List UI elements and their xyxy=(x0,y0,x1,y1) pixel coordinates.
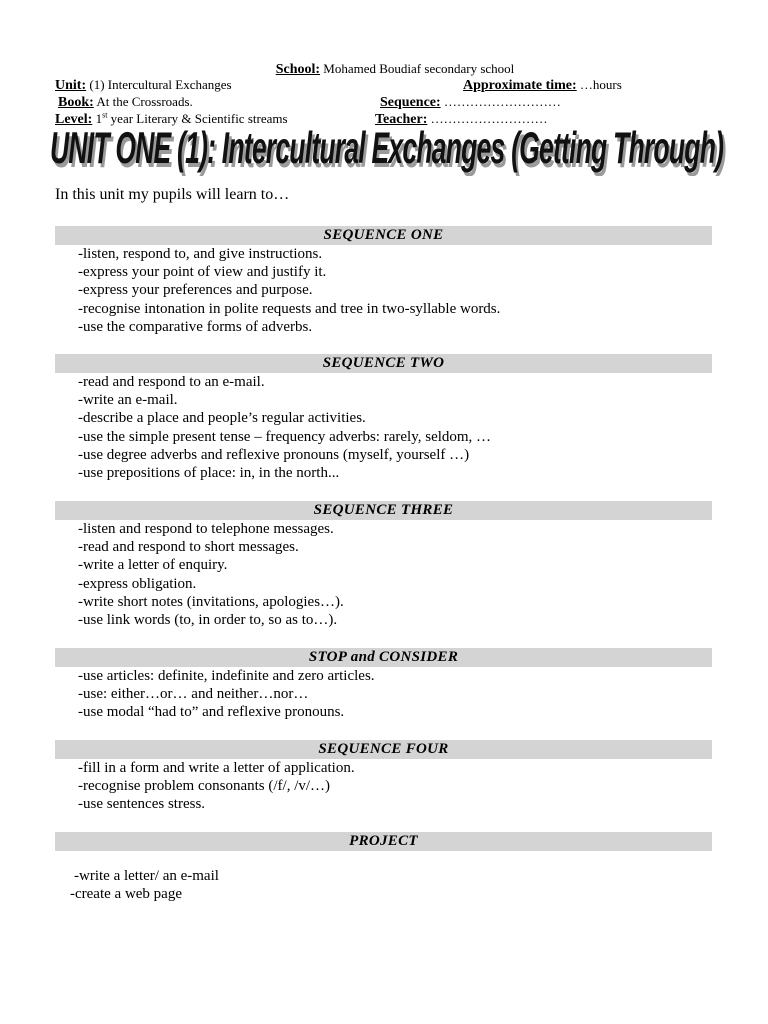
school-value: Mohamed Boudiaf secondary school xyxy=(323,61,515,76)
book-value: At the Crossroads. xyxy=(96,94,193,109)
unit-title-banner xyxy=(50,124,730,176)
objective-list xyxy=(55,667,712,722)
section-sequence-three xyxy=(55,501,712,629)
list-item: -write a letter of enquiry. xyxy=(78,557,228,574)
level-label: Level: xyxy=(55,112,93,127)
section-heading: PROJECT xyxy=(55,832,712,851)
objective-list xyxy=(55,245,712,336)
unit-label: Unit: xyxy=(55,78,87,93)
list-item: -use sentences stress. xyxy=(78,796,206,813)
project-list xyxy=(70,867,219,903)
section-heading: STOP and CONSIDER xyxy=(55,648,712,667)
list-item: -express your preferences and purpose. xyxy=(78,282,313,299)
section-heading: SEQUENCE ONE xyxy=(55,226,712,245)
list-item: -write short notes (invitations, apologies…). xyxy=(78,593,344,610)
unit-title: UNIT ONE (1): Intercultural Exchanges (Getting Through) xyxy=(50,124,724,174)
list-item: -describe a place and people’s regular activities. xyxy=(78,410,366,427)
list-item: -express obligation. xyxy=(78,575,197,592)
section-heading: SEQUENCE FOUR xyxy=(55,740,712,759)
section-sequence-two xyxy=(55,354,712,482)
section-heading: SEQUENCE THREE xyxy=(55,501,712,520)
list-item: -use: either…or… and neither…nor… xyxy=(78,686,309,703)
list-item: -use degree adverbs and reflexive pronouns (myself, yourself …) xyxy=(78,446,470,463)
list-item: -use modal “had to” and reflexive pronouns. xyxy=(78,704,345,721)
list-item: -use articles: definite, indefinite and zero articles. xyxy=(78,668,375,684)
list-item: -use the comparative forms of adverbs. xyxy=(78,318,313,335)
objective-list xyxy=(55,759,712,814)
unit-value: (1) Intercultural Exchanges xyxy=(89,77,232,92)
list-item: -recognise problem consonants (/f/, /v/…) xyxy=(78,778,331,795)
list-item: -listen and respond to telephone messages. xyxy=(78,521,334,537)
book-line xyxy=(58,94,193,111)
section-stop-and-consider xyxy=(55,648,712,722)
list-item: -express your point of view and justify it. xyxy=(78,264,327,281)
time-value: …hours xyxy=(579,77,622,92)
level-value-pre: 1 xyxy=(95,111,103,126)
section-project xyxy=(55,832,712,851)
list-item: -use the simple present tense – frequency adverbs: rarely, seldom, … xyxy=(78,428,492,445)
teacher-label: Teacher: xyxy=(375,112,428,127)
list-item: -fill in a form and write a letter of application. xyxy=(78,760,355,776)
objective-list xyxy=(55,520,712,629)
section-heading: SEQUENCE TWO xyxy=(55,354,712,373)
sequence-value: ……………………… xyxy=(443,94,561,109)
level-value-sup: st xyxy=(102,110,108,120)
time-line xyxy=(463,77,622,94)
list-item: -read and respond to an e-mail. xyxy=(78,374,265,390)
sequence-label: Sequence: xyxy=(380,95,441,110)
intro-text: In this unit my pupils will learn to… xyxy=(55,186,290,203)
time-label: Approximate time: xyxy=(463,78,577,93)
list-item: -listen, respond to, and give instructions. xyxy=(78,246,323,262)
list-item: -use link words (to, in order to, so as to…). xyxy=(78,612,338,629)
school-line xyxy=(0,61,768,78)
teacher-value: ……………………… xyxy=(430,111,548,126)
unit-line xyxy=(55,77,232,94)
list-item: -write a letter/ an e-mail xyxy=(74,868,219,884)
list-item: -use prepositions of place: in, in the north... xyxy=(78,465,340,482)
list-item: -create a web page xyxy=(70,886,183,903)
sequence-line xyxy=(380,94,561,111)
objective-list xyxy=(55,373,712,482)
section-sequence-one xyxy=(55,226,712,336)
level-value-post: year Literary & Scientific streams xyxy=(110,111,288,126)
section-sequence-four xyxy=(55,740,712,814)
list-item: -read and respond to short messages. xyxy=(78,539,299,556)
list-item: -recognise intonation in polite requests and tree in two-syllable words. xyxy=(78,300,501,317)
list-item: -write an e-mail. xyxy=(78,392,178,409)
school-label: School: xyxy=(275,62,321,77)
book-label: Book: xyxy=(58,95,94,110)
